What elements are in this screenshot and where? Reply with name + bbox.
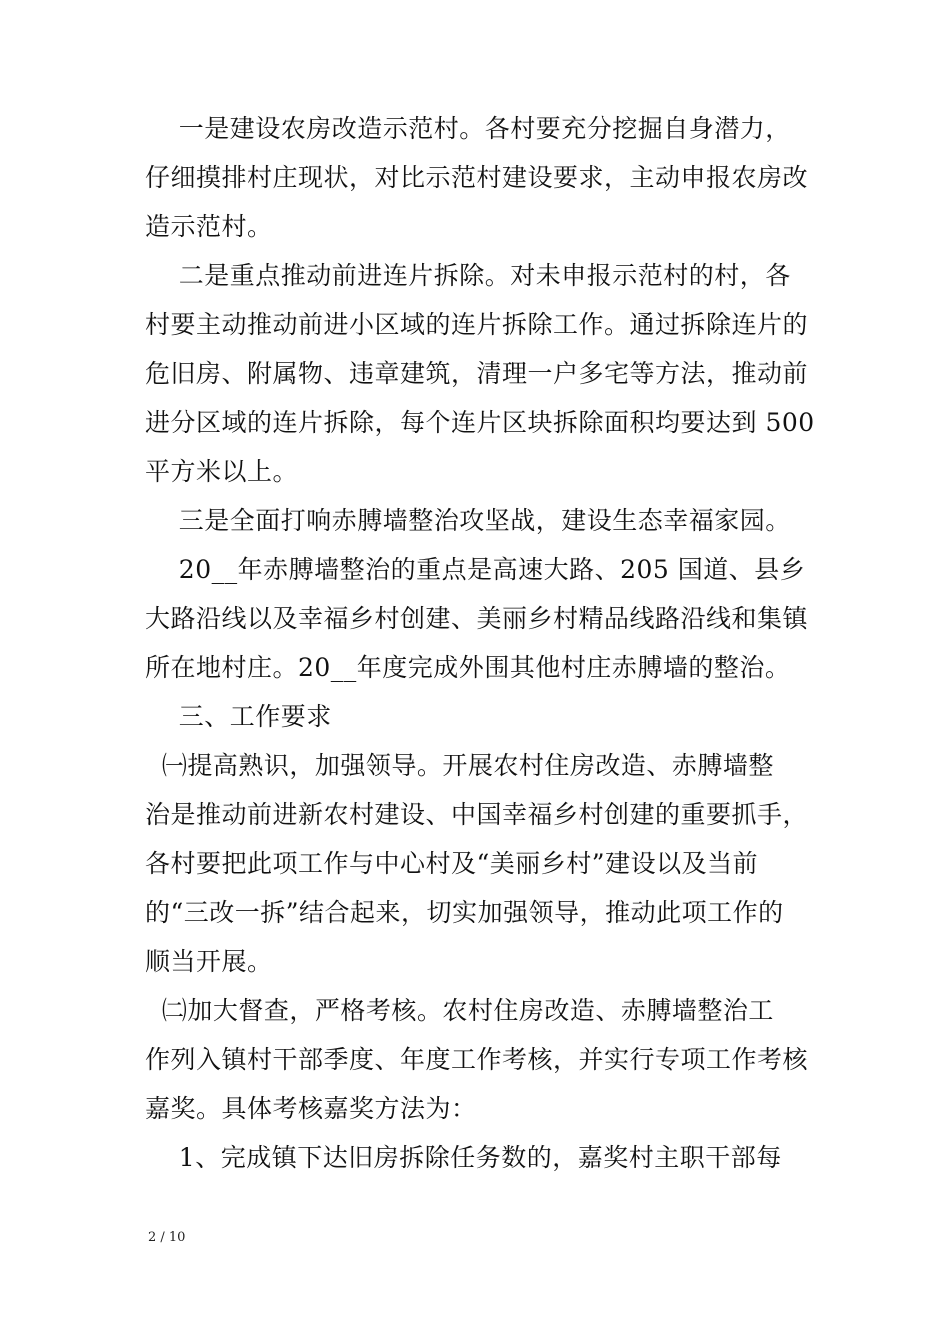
text-line: 一是建设农房改造示范村。各村要充分挖掘自身潜力， <box>145 114 791 143</box>
text-line: 平方米以上。 <box>145 457 299 486</box>
page-number: 2 / 10 <box>148 1230 186 1245</box>
text-line: ㈡加大督查，严格考核。农村住房改造、赤膊墙整治工 <box>145 996 774 1025</box>
text-line: 治是推动前进新农村建设、中国幸福乡村创建的重要抓手， <box>145 800 809 829</box>
text-line: 所在地村庄。20__年度完成外围其他村庄赤膊墙的整治。 <box>145 653 791 682</box>
text-line: 三是全面打响赤膊墙整治攻坚战，建设生态幸福家园。 <box>145 506 791 535</box>
text-line: 大路沿线以及幸福乡村创建、美丽乡村精品线路沿线和集镇 <box>145 604 809 633</box>
text-line: 嘉奖。具体考核嘉奖方法为： <box>145 1094 477 1123</box>
text-line: ㈠提高熟识，加强领导。开展农村住房改造、赤膊墙整 <box>145 751 774 780</box>
text-line: 危旧房、附属物、违章建筑，清理一户多宅等方法，推动前 <box>145 359 809 388</box>
document-body <box>145 104 845 1182</box>
text-line: 顺当开展。 <box>145 947 273 976</box>
text-line: 造示范村。 <box>145 212 273 241</box>
text-line: 村要主动推动前进小区域的连片拆除工作。通过拆除连片的 <box>145 310 809 339</box>
text-line: 的“三改一拆”结合起来，切实加强领导，推动此项工作的 <box>145 898 784 927</box>
text-line: 进分区域的连片拆除，每个连片区块拆除面积均要达到 500 <box>145 408 815 437</box>
text-line: 各村要把此项工作与中心村及“美丽乡村”建设以及当前 <box>145 849 759 878</box>
section-heading: 三、工作要求 <box>145 702 332 731</box>
text-line: 二是重点推动前进连片拆除。对未申报示范村的村，各 <box>145 261 791 290</box>
text-line: 1、完成镇下达旧房拆除任务数的，嘉奖村主职干部每 <box>145 1143 782 1172</box>
text-line: 仔细摸排村庄现状，对比示范村建设要求，主动申报农房改 <box>145 163 809 192</box>
text-line: 20__年赤膊墙整治的重点是高速大路、205 国道、县乡 <box>145 555 806 584</box>
text-line: 作列入镇村干部季度、年度工作考核，并实行专项工作考核 <box>145 1045 809 1074</box>
